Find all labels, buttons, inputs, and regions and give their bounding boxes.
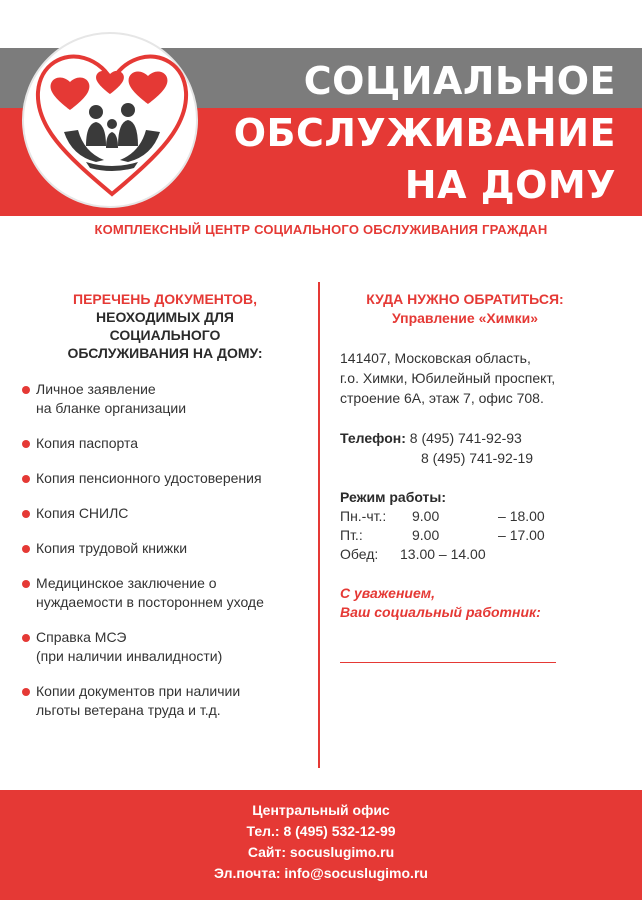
phone-number: 8 (495) 741-92-93: [409, 430, 522, 446]
phone-label: Телефон:: [340, 430, 406, 446]
hearts-family-hands-icon: [24, 34, 200, 210]
logo: [22, 32, 198, 208]
address-line: строение 6А, этаж 7, офис 708.: [340, 390, 544, 406]
list-item: [22, 574, 302, 612]
documents-heading-line: ОБСЛУЖИВАНИЯ НА ДОМУ:: [67, 345, 263, 361]
lunch-label: Обед:: [340, 546, 379, 562]
documents-list: [22, 380, 302, 720]
list-item-text: Копия пенсионного удостоверения: [36, 470, 262, 486]
contact-section: [340, 290, 630, 663]
bullet-icon: [22, 688, 30, 696]
bullet-icon: [22, 545, 30, 553]
footer: [0, 790, 642, 900]
address-line: 141407, Московская область,: [340, 350, 531, 366]
list-item-text: Копия СНИЛС: [36, 505, 129, 521]
list-item-text: льготы ветерана труда и т.д.: [36, 702, 221, 718]
bullet-icon: [22, 386, 30, 394]
list-item-text: Копия паспорта: [36, 435, 139, 451]
list-item-text: Копия трудовой книжки: [36, 540, 188, 556]
list-item-text: Личное заявление: [36, 381, 156, 397]
hours-from: 9.00: [412, 508, 440, 524]
hours-to: 17.00: [509, 527, 545, 543]
signature-line: [340, 662, 556, 663]
footer-office: Центральный офис: [252, 802, 390, 818]
organization-subtitle: КОМПЛЕКСНЫЙ ЦЕНТР СОЦИАЛЬНОГО ОБСЛУЖИВАНИЯ ГРАЖДАН: [94, 222, 548, 237]
list-item: [22, 504, 302, 523]
bullet-icon: [22, 580, 30, 588]
documents-heading-red: ПЕРЕЧЕНЬ ДОКУМЕНТОВ,: [73, 291, 257, 307]
contact-heading-line: КУДА НУЖНО ОБРАТИТЬСЯ:: [366, 291, 564, 307]
lunch-row: [340, 545, 630, 564]
list-item: [22, 628, 302, 666]
hours-row: Пт.: 9.00 – 17.00: [340, 527, 545, 543]
bullet-icon: [22, 440, 30, 448]
footer-phone: Тел.: 8 (495) 532-12-99: [246, 823, 396, 839]
hours-to: 18.00: [509, 508, 545, 524]
footer-email: Эл.почта: info@socuslugimo.ru: [214, 865, 428, 881]
page-title: [234, 55, 616, 211]
bullet-icon: [22, 634, 30, 642]
list-item: [22, 682, 302, 720]
title-line-1: СОЦИАЛЬНОЕ: [303, 59, 616, 103]
hours-from: 9.00: [412, 527, 440, 543]
office-name: Управление «Химки»: [391, 310, 539, 326]
list-item: [22, 434, 302, 453]
list-item: [22, 539, 302, 558]
address: [340, 348, 630, 408]
lunch-time: 13.00 – 14.00: [400, 546, 486, 562]
hours-day: Пт.:: [340, 527, 363, 543]
regards: [340, 584, 630, 622]
bullet-icon: [22, 475, 30, 483]
working-hours: [340, 488, 630, 564]
contact-heading: [340, 290, 590, 328]
list-item-text: нуждаемости в постороннем уходе: [36, 594, 264, 610]
documents-heading: [22, 290, 302, 362]
title-line-3: НА ДОМУ: [404, 163, 616, 207]
list-item-text: Медицинское заключение о: [36, 575, 217, 591]
phones: [340, 428, 630, 468]
list-item: [22, 380, 302, 418]
title-line-2: ОБСЛУЖИВАНИЕ: [233, 111, 616, 155]
list-item-text: (при наличии инвалидности): [36, 648, 223, 664]
list-item: [22, 469, 302, 488]
regards-line: С уважением,: [340, 585, 435, 601]
footer-site: Сайт: socuslugimo.ru: [247, 844, 395, 860]
hours-day: Пн.-чт.:: [340, 508, 387, 524]
hours-title: Режим работы:: [340, 489, 447, 505]
header: [0, 0, 642, 240]
documents-section: [22, 290, 302, 736]
documents-heading-line: НЕОХОДИМЫХ ДЛЯ: [96, 309, 234, 325]
list-item-text: на бланке организации: [36, 400, 187, 416]
bullet-icon: [22, 510, 30, 518]
address-line: г.о. Химки, Юбилейный проспект,: [340, 370, 556, 386]
column-divider: [318, 282, 320, 768]
regards-line: Ваш социальный работник:: [340, 604, 541, 620]
list-item-text: Копии документов при наличии: [36, 683, 241, 699]
list-item-text: Справка МСЭ: [36, 629, 127, 645]
hours-row: Пн.-чт.: 9.00 – 18.00: [340, 508, 545, 524]
phone-number: 8 (495) 741-92-19: [421, 450, 534, 466]
documents-heading-line: СОЦИАЛЬНОГО: [109, 327, 221, 343]
